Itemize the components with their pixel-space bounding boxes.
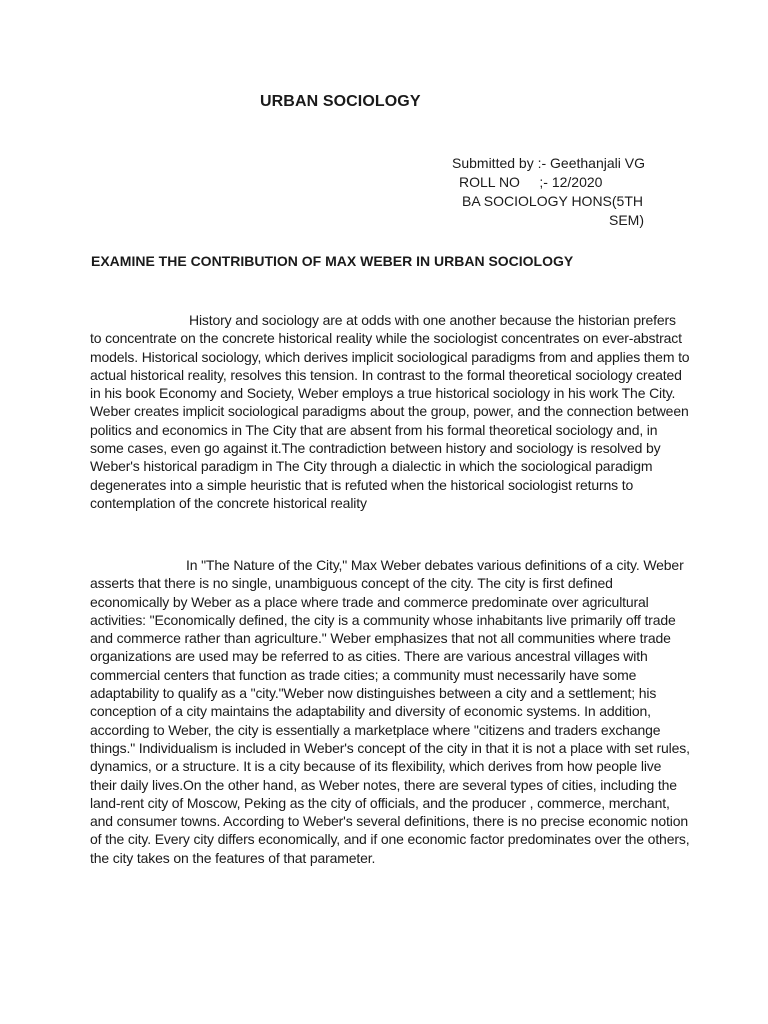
submitted-by-line: Submitted by :- Geethanjali VG [452,155,645,171]
roll-number-line: ROLL NO ;- 12/2020 [459,174,603,190]
body-paragraph-2: In "The Nature of the City," Max Weber debates various definitions of a city. Weber asserts that there is no single, unambiguous concept of the city. The city is first defined economically by Weber as a place where trade and commerce predominate over agricultural activities: "Economically defined, the city is a community whose inhabitants live primarily off trade and commerce rather than agriculture." Weber emphasizes that not all communities where trade organizations are used may be referred to as cities. There are various ancestral villages with commercial centers that function as trade cities; a community must necessarily have some adaptability to qualify as a "city."Weber now distinguishes between a city and a settlement; his conception of a city maintains the adaptability and diversity of economic systems. In addition, according to Weber, the city is essentially a marketplace where "citizens and traders exchange things." Individualism is included in Weber's concept of the city in that it is not a place with set rules, dynamics, or a structure. It is a city because of its flexibility, which derives from how people live their daily lives.On the other hand, as Weber notes, there are several types of cities, including the land-rent city of Moscow, Peking as the city of officials, and the producer , commerce, merchant, and consumer towns. According to Weber's several definitions, there is no precise economic notion of the city. Every city differs economically, and if one economic factor predominates over the others, the city takes on the features of that parameter. [90,557,690,866]
document-title: URBAN SOCIOLOGY [260,93,421,110]
submission-details [452,154,645,230]
body-paragraph-1: History and sociology are at odds with one another because the historian prefers to concentrate on the concrete historical reality while the sociologist concentrates on ever-abstract models. Historical sociology, which derives implicit sociological paradigms from and applies them to actual historical reality, resolves this tension. In contrast to the formal theoretical sociology created in his book Economy and Society, Weber employs a true historical sociology in his work The City. Weber creates implicit sociological paradigms about the group, power, and the connection between politics and economics in The City that are absent from his formal theoretical sociology and, in some cases, even go against it.The contradiction between history and sociology is resolved by Weber's historical paradigm in The City through a dialectic in which the sociological paradigm degenerates into a simple heuristic that is refuted when the historical sociologist returns to contemplation of the concrete historical reality [90,312,690,511]
semester-line: SEM) [609,212,644,228]
assignment-question-heading: EXAMINE THE CONTRIBUTION OF MAX WEBER IN URBAN SOCIOLOGY [91,253,574,269]
course-line: BA SOCIOLOGY HONS(5TH [462,193,644,209]
